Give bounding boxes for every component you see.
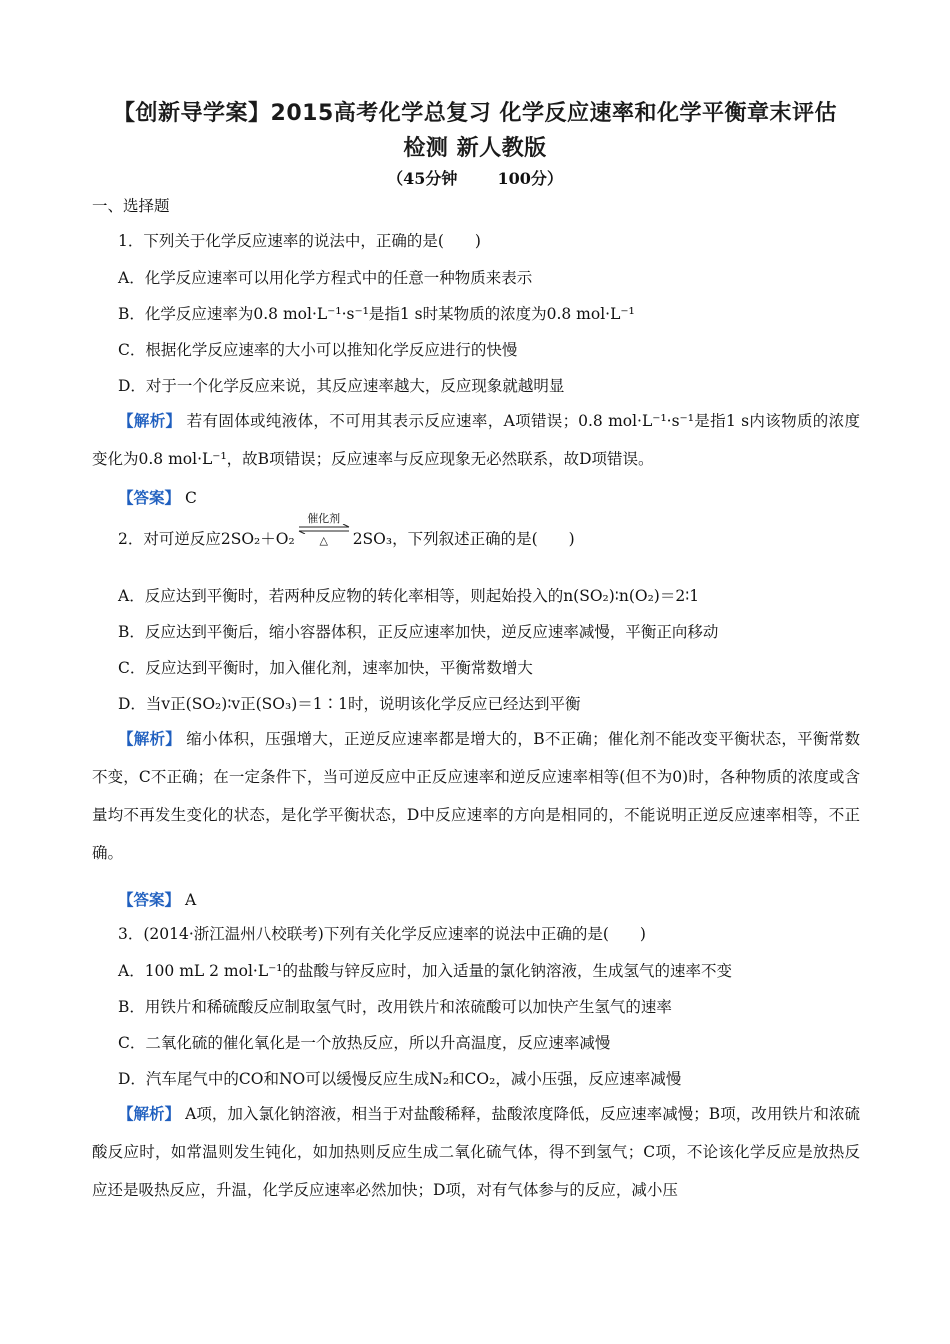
q1-option-d: D．对于一个化学反应来说，其反应速率越大，反应现象就越明显 [118,377,565,395]
section-heading: 一、选择题 [92,197,170,215]
reversible-arrow-icon [297,512,351,550]
q1-stem: 1．下列关于化学反应速率的说法中，正确的是( ) [118,232,481,250]
q2-analysis-text: 缩小体积，压强增大，正逆反应速率都是增大的，B不正确；催化剂不能改变平衡状态，平衡常数不变，C不正确；在一定条件下，当可逆反应中正反应速率和逆反应速率相等(但不为0)时，各种物质的浓度或含量均不再发生变化的状态，是化学平衡状态，D中反应速率的方向是相同的，不能说明正逆反应速率相等，不正确。 [92,730,860,862]
q3-analysis-text: A项，加入氯化钠溶液，相当于对盐酸稀释，盐酸浓度降低，反应速率减慢；B项，改用铁片和浓硫酸反应时，如常温则发生钝化，如加热则反应生成二氧化硫气体，得不到氢气；C项，不论该化学反应是放热反应还是吸热反应，升温，化学反应速率必然加快；D项，对有气体参与的反应，减小压 [92,1105,860,1199]
q2-stem [118,512,575,550]
q1-answer-value: C [184,489,197,507]
q3-option-b: B．用铁片和稀硫酸反应制取氢气时，改用铁片和浓硫酸可以加快产生氢气的速率 [118,998,672,1016]
q2-analysis [92,720,860,872]
q2-stem-pre: 2．对可逆反应2SO₂＋O₂ [118,530,295,548]
q2-answer [118,888,196,910]
heat-symbol: △ [319,534,328,547]
q2-option-c: C．反应达到平衡时，加入催化剂，速率加快，平衡常数增大 [118,659,533,677]
q1-answer [118,486,197,508]
catalyst-label: 催化剂 [307,512,341,525]
q1-option-a: A．化学反应速率可以用化学方程式中的任意一种物质来表示 [118,269,533,287]
q3-analysis [92,1095,860,1209]
q2-answer-value: A [184,891,197,909]
q3-option-c: C．二氧化硫的催化氧化是一个放热反应，所以升高温度，反应速率减慢 [118,1034,611,1052]
analysis-label: 【解析】 [118,1104,181,1123]
analysis-label: 【解析】 [118,729,182,748]
q2-stem-post: 2SO₃，下列叙述正确的是( ) [352,530,575,548]
q3-stem: 3．(2014·浙江温州八校联考)下列有关化学反应速率的说法中正确的是( ) [118,925,646,943]
answer-label: 【答案】 [118,890,181,909]
doc-title-line2: 检测 新人教版 [403,136,547,161]
doc-subtitle [0,166,950,189]
q1-analysis [92,402,860,478]
q1-option-b: B．化学反应速率为0.8 mol·L⁻¹·s⁻¹是指1 s时某物质的浓度为0.8 mol·L⁻¹ [118,305,635,323]
total-score: 100分） [497,169,563,188]
q1-analysis-text: 若有固体或纯液体，不可用其表示反应速率，A项错误；0.8 mol·L⁻¹·s⁻¹是指1 s内该物质的浓度变化为0.8 mol·L⁻¹，故B项错误；反应速率与反应现象无必然联系，故D项错误。 [92,412,860,468]
analysis-label: 【解析】 [118,411,182,430]
time-limit: （45分钟 [387,169,458,188]
q3-option-a: A．100 mL 2 mol·L⁻¹的盐酸与锌反应时，加入适量的氯化钠溶液，生成氢气的速率不变 [118,962,733,980]
doc-title-line1: 【创新导学案】2015高考化学总复习 化学反应速率和化学平衡章末评估 [113,101,837,126]
q2-option-b: B．反应达到平衡后，缩小容器体积，正反应速率加快，逆反应速率减慢，平衡正向移动 [118,623,719,641]
q2-option-a: A．反应达到平衡时，若两种反应物的转化率相等，则起始投入的n(SO₂)∶n(O₂)＝2∶1 [118,587,700,605]
q2-option-d: D．当v正(SO₂)∶v正(SO₃)＝1∶1时，说明该化学反应已经达到平衡 [118,695,581,713]
q3-option-d: D．汽车尾气中的CO和NO可以缓慢反应生成N₂和CO₂，减小压强，反应速率减慢 [118,1070,682,1088]
q1-option-c: C．根据化学反应速率的大小可以推知化学反应进行的快慢 [118,341,518,359]
answer-label: 【答案】 [118,488,181,507]
